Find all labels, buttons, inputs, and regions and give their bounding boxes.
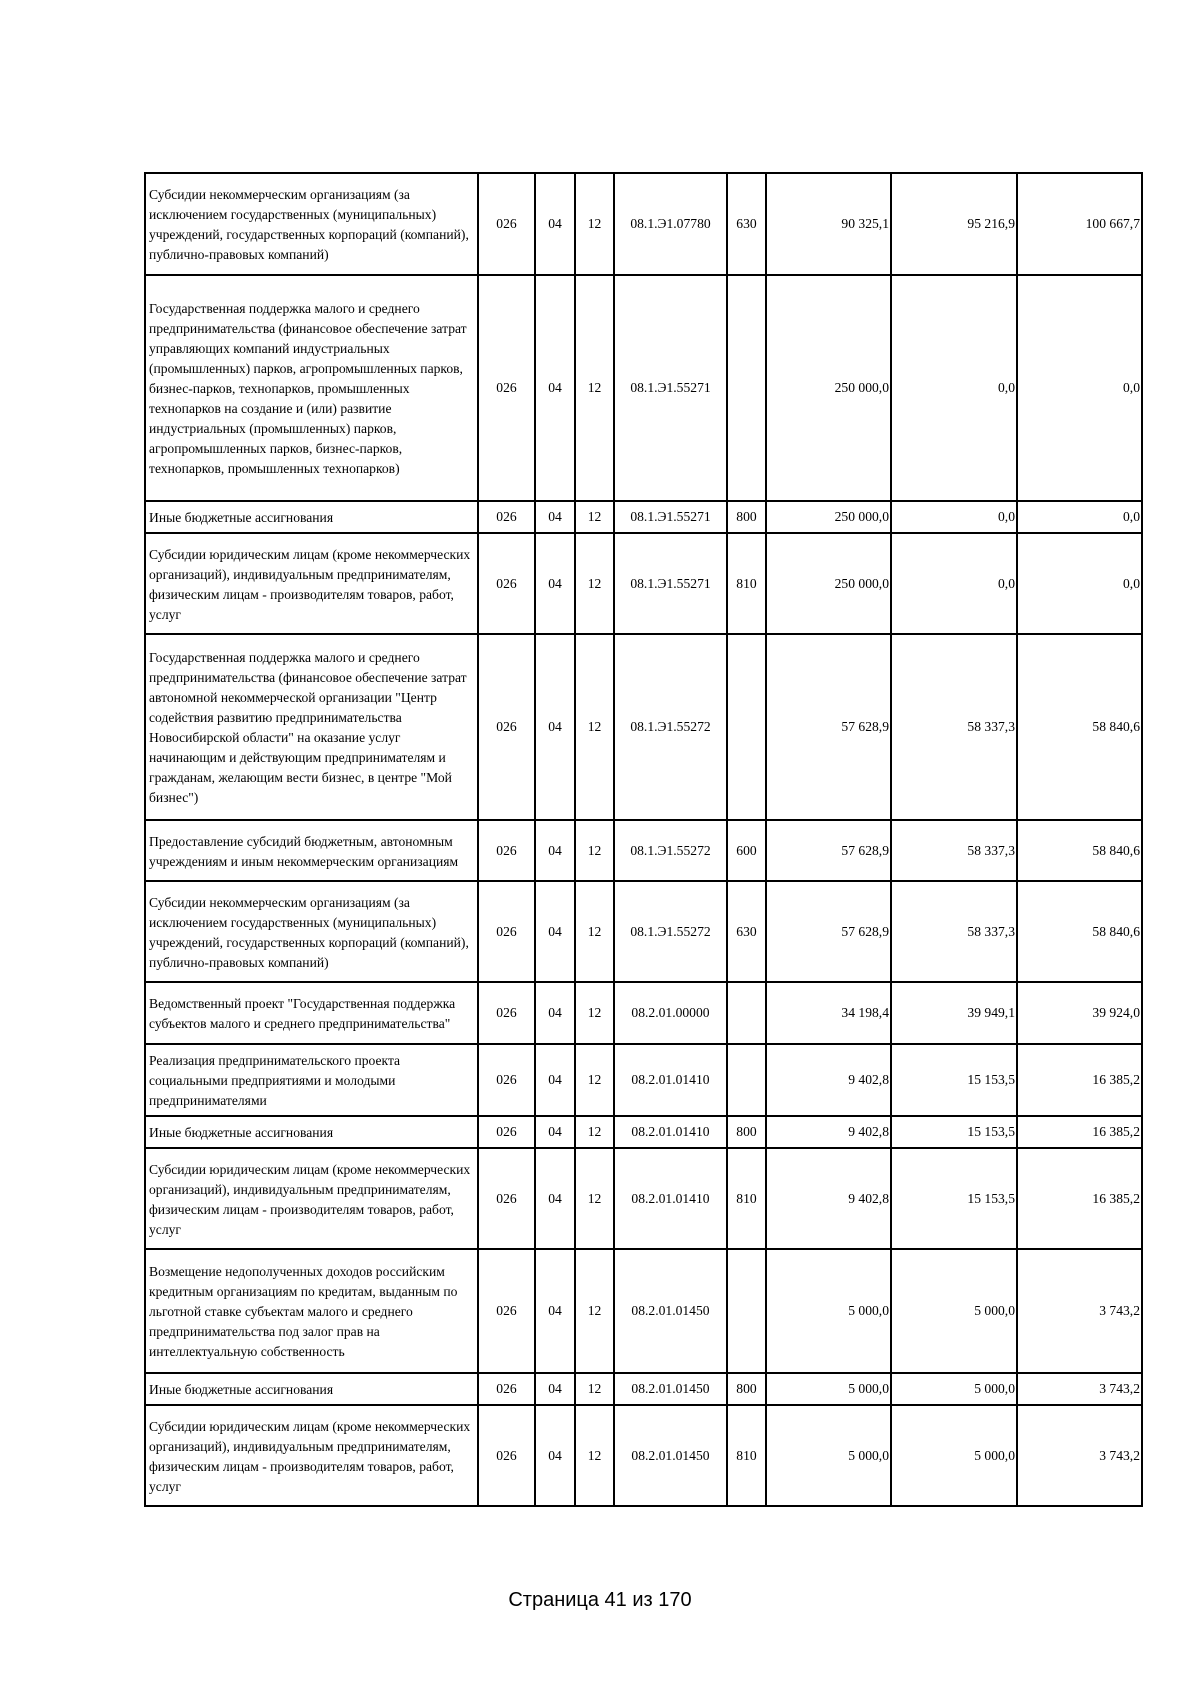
amount-year-2: 15 153,5 <box>891 1148 1017 1249</box>
amount-year-1: 5 000,0 <box>766 1249 891 1373</box>
grbs-code: 026 <box>478 1116 535 1148</box>
grbs-code: 026 <box>478 533 535 634</box>
table-row <box>145 1405 1142 1506</box>
target-article-code: 08.2.01.01450 <box>614 1405 727 1506</box>
section-code: 04 <box>535 1148 575 1249</box>
grbs-code: 026 <box>478 1148 535 1249</box>
section-code: 04 <box>535 533 575 634</box>
subsection-code: 12 <box>575 982 614 1044</box>
row-name: Государственная поддержка малого и среднего предпринимательства (финансовое обеспечение затрат управляющих компаний индустриальных (промышленных) парков, агропромышленных парков, бизнес-парков, технопарков, промышленных технопарков на создание и (или) развитие индустриальных (промышленных) парков, агропромышленных парков, бизнес-парков, технопарков, промышленных технопарков) <box>145 275 478 501</box>
grbs-code: 026 <box>478 881 535 982</box>
section-code: 04 <box>535 820 575 881</box>
subsection-code: 12 <box>575 1405 614 1506</box>
row-name: Реализация предпринимательского проекта социальными предприятиями и молодыми предпринимателями <box>145 1044 478 1116</box>
table-row <box>145 1116 1142 1148</box>
target-article-code: 08.1.Э1.07780 <box>614 173 727 275</box>
section-code: 04 <box>535 501 575 533</box>
expense-type-code <box>727 275 766 501</box>
amount-year-1: 250 000,0 <box>766 533 891 634</box>
subsection-code: 12 <box>575 1116 614 1148</box>
subsection-code: 12 <box>575 881 614 982</box>
amount-year-3: 3 743,2 <box>1017 1405 1142 1506</box>
target-article-code: 08.2.01.01410 <box>614 1116 727 1148</box>
row-name: Возмещение недополученных доходов российским кредитным организациям по кредитам, выданным по льготной ставке субъектам малого и среднего предпринимательства под залог прав на интеллектуальную собственность <box>145 1249 478 1373</box>
amount-year-1: 9 402,8 <box>766 1116 891 1148</box>
table-row <box>145 1249 1142 1373</box>
target-article-code: 08.1.Э1.55272 <box>614 634 727 820</box>
subsection-code: 12 <box>575 533 614 634</box>
target-article-code: 08.1.Э1.55271 <box>614 275 727 501</box>
table-row <box>145 501 1142 533</box>
amount-year-2: 0,0 <box>891 533 1017 634</box>
grbs-code: 026 <box>478 1044 535 1116</box>
table-row <box>145 1373 1142 1405</box>
amount-year-3: 16 385,2 <box>1017 1116 1142 1148</box>
amount-year-2: 15 153,5 <box>891 1044 1017 1116</box>
expense-type-code: 810 <box>727 1405 766 1506</box>
amount-year-2: 58 337,3 <box>891 820 1017 881</box>
expense-type-code: 800 <box>727 501 766 533</box>
budget-table <box>144 172 1143 1507</box>
row-name: Иные бюджетные ассигнования <box>145 501 478 533</box>
section-code: 04 <box>535 1405 575 1506</box>
section-code: 04 <box>535 1116 575 1148</box>
subsection-code: 12 <box>575 275 614 501</box>
amount-year-3: 3 743,2 <box>1017 1249 1142 1373</box>
expense-type-code: 810 <box>727 1148 766 1249</box>
expense-type-code: 810 <box>727 533 766 634</box>
expense-type-code <box>727 1044 766 1116</box>
row-name: Ведомственный проект "Государственная поддержка субъектов малого и среднего предпринимательства" <box>145 982 478 1044</box>
amount-year-1: 9 402,8 <box>766 1148 891 1249</box>
grbs-code: 026 <box>478 275 535 501</box>
subsection-code: 12 <box>575 1044 614 1116</box>
row-name: Субсидии юридическим лицам (кроме некоммерческих организаций), индивидуальным предпринимателям, физическим лицам - производителям товаров, работ, услуг <box>145 533 478 634</box>
row-name: Субсидии некоммерческим организациям (за исключением государственных (муниципальных) учреждений, государственных корпораций (компаний), публично-правовых компаний) <box>145 881 478 982</box>
amount-year-1: 250 000,0 <box>766 275 891 501</box>
amount-year-1: 250 000,0 <box>766 501 891 533</box>
expense-type-code <box>727 982 766 1044</box>
subsection-code: 12 <box>575 820 614 881</box>
expense-type-code: 800 <box>727 1373 766 1405</box>
amount-year-3: 0,0 <box>1017 533 1142 634</box>
amount-year-2: 5 000,0 <box>891 1249 1017 1373</box>
row-name: Предоставление субсидий бюджетным, автономным учреждениям и иным некоммерческим организациям <box>145 820 478 881</box>
expense-type-code: 630 <box>727 881 766 982</box>
grbs-code: 026 <box>478 634 535 820</box>
table-body <box>145 173 1142 1506</box>
amount-year-3: 16 385,2 <box>1017 1148 1142 1249</box>
table-row <box>145 820 1142 881</box>
amount-year-2: 39 949,1 <box>891 982 1017 1044</box>
target-article-code: 08.2.01.01450 <box>614 1373 727 1405</box>
grbs-code: 026 <box>478 1373 535 1405</box>
amount-year-3: 58 840,6 <box>1017 881 1142 982</box>
amount-year-3: 39 924,0 <box>1017 982 1142 1044</box>
section-code: 04 <box>535 1373 575 1405</box>
amount-year-2: 5 000,0 <box>891 1373 1017 1405</box>
target-article-code: 08.2.01.01410 <box>614 1148 727 1249</box>
amount-year-1: 34 198,4 <box>766 982 891 1044</box>
amount-year-1: 5 000,0 <box>766 1405 891 1506</box>
subsection-code: 12 <box>575 173 614 275</box>
amount-year-1: 9 402,8 <box>766 1044 891 1116</box>
target-article-code: 08.1.Э1.55271 <box>614 533 727 634</box>
section-code: 04 <box>535 982 575 1044</box>
section-code: 04 <box>535 881 575 982</box>
amount-year-2: 15 153,5 <box>891 1116 1017 1148</box>
target-article-code: 08.2.01.01410 <box>614 1044 727 1116</box>
table-row <box>145 881 1142 982</box>
grbs-code: 026 <box>478 501 535 533</box>
target-article-code: 08.1.Э1.55272 <box>614 881 727 982</box>
grbs-code: 026 <box>478 1249 535 1373</box>
grbs-code: 026 <box>478 1405 535 1506</box>
amount-year-3: 0,0 <box>1017 501 1142 533</box>
amount-year-2: 5 000,0 <box>891 1405 1017 1506</box>
section-code: 04 <box>535 634 575 820</box>
amount-year-2: 0,0 <box>891 275 1017 501</box>
target-article-code: 08.1.Э1.55272 <box>614 820 727 881</box>
table-row <box>145 982 1142 1044</box>
grbs-code: 026 <box>478 820 535 881</box>
expense-type-code <box>727 1249 766 1373</box>
row-name: Субсидии некоммерческим организациям (за исключением государственных (муниципальных) учреждений, государственных корпораций (компаний), публично-правовых компаний) <box>145 173 478 275</box>
table-row <box>145 1148 1142 1249</box>
grbs-code: 026 <box>478 173 535 275</box>
expense-type-code: 630 <box>727 173 766 275</box>
row-name: Субсидии юридическим лицам (кроме некоммерческих организаций), индивидуальным предпринимателям, физическим лицам - производителям товаров, работ, услуг <box>145 1148 478 1249</box>
row-name: Иные бюджетные ассигнования <box>145 1373 478 1405</box>
amount-year-2: 58 337,3 <box>891 881 1017 982</box>
subsection-code: 12 <box>575 634 614 820</box>
expense-type-code: 800 <box>727 1116 766 1148</box>
section-code: 04 <box>535 1044 575 1116</box>
table-row <box>145 634 1142 820</box>
row-name: Иные бюджетные ассигнования <box>145 1116 478 1148</box>
table-row <box>145 1044 1142 1116</box>
expense-type-code: 600 <box>727 820 766 881</box>
target-article-code: 08.1.Э1.55271 <box>614 501 727 533</box>
target-article-code: 08.2.01.01450 <box>614 1249 727 1373</box>
section-code: 04 <box>535 1249 575 1373</box>
amount-year-1: 57 628,9 <box>766 881 891 982</box>
table-row <box>145 275 1142 501</box>
subsection-code: 12 <box>575 1148 614 1249</box>
row-name: Государственная поддержка малого и среднего предпринимательства (финансовое обеспечение затрат автономной некоммерческой организации "Центр содействия развитию предпринимательства Новосибирской области" на оказание услуг начинающим и действующим предпринимателям и гражданам, желающим вести бизнес, в центре "Мой бизнес") <box>145 634 478 820</box>
target-article-code: 08.2.01.00000 <box>614 982 727 1044</box>
amount-year-1: 5 000,0 <box>766 1373 891 1405</box>
amount-year-2: 58 337,3 <box>891 634 1017 820</box>
row-name: Субсидии юридическим лицам (кроме некоммерческих организаций), индивидуальным предпринимателям, физическим лицам - производителям товаров, работ, услуг <box>145 1405 478 1506</box>
amount-year-3: 0,0 <box>1017 275 1142 501</box>
amount-year-3: 16 385,2 <box>1017 1044 1142 1116</box>
section-code: 04 <box>535 173 575 275</box>
subsection-code: 12 <box>575 1249 614 1373</box>
grbs-code: 026 <box>478 982 535 1044</box>
page-number: Страница 41 из 170 <box>508 1589 692 1611</box>
amount-year-3: 58 840,6 <box>1017 820 1142 881</box>
amount-year-3: 3 743,2 <box>1017 1373 1142 1405</box>
table-row <box>145 533 1142 634</box>
amount-year-3: 100 667,7 <box>1017 173 1142 275</box>
subsection-code: 12 <box>575 1373 614 1405</box>
expense-type-code <box>727 634 766 820</box>
amount-year-3: 58 840,6 <box>1017 634 1142 820</box>
amount-year-2: 95 216,9 <box>891 173 1017 275</box>
amount-year-1: 90 325,1 <box>766 173 891 275</box>
table-row <box>145 173 1142 275</box>
amount-year-2: 0,0 <box>891 501 1017 533</box>
amount-year-1: 57 628,9 <box>766 634 891 820</box>
subsection-code: 12 <box>575 501 614 533</box>
section-code: 04 <box>535 275 575 501</box>
amount-year-1: 57 628,9 <box>766 820 891 881</box>
